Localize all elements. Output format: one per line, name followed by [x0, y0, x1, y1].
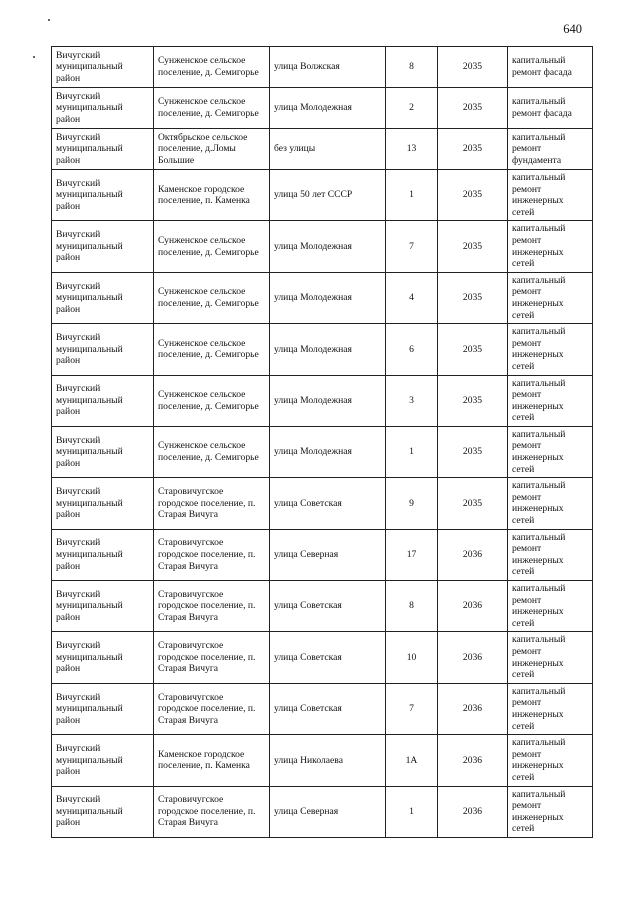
street-cell: улица Молодежная [270, 375, 386, 426]
house-cell: 8 [386, 581, 438, 632]
district-cell: Вичугский муниципальный район [52, 632, 154, 683]
settlement-cell: Сунженское сельское поселение, д. Семигорье [154, 88, 270, 129]
street-cell: улица Николаева [270, 735, 386, 786]
street-cell: улица Советская [270, 478, 386, 529]
scan-speck [48, 19, 50, 21]
year-cell: 2035 [438, 478, 508, 529]
district-cell: Вичугский муниципальный район [52, 529, 154, 580]
house-cell: 1 [386, 170, 438, 221]
settlement-cell: Октябрьское сельское поселение, д.Ломы Большие [154, 129, 270, 170]
street-cell: улица Советская [270, 683, 386, 734]
settlement-cell: Сунженское сельское поселение, д. Семигорье [154, 272, 270, 323]
work-cell: капитальный ремонт инженерных сетей [508, 170, 593, 221]
table-row [52, 478, 593, 529]
table-row [52, 735, 593, 786]
house-cell: 9 [386, 478, 438, 529]
settlement-cell: Сунженское сельское поселение, д. Семигорье [154, 47, 270, 88]
street-cell: без улицы [270, 129, 386, 170]
table-row [52, 581, 593, 632]
table-row [52, 426, 593, 477]
table-row [52, 683, 593, 734]
street-cell: улица Молодежная [270, 426, 386, 477]
work-cell: капитальный ремонт инженерных сетей [508, 632, 593, 683]
table-row [52, 170, 593, 221]
work-cell: капитальный ремонт фундамента [508, 129, 593, 170]
work-cell: капитальный ремонт инженерных сетей [508, 683, 593, 734]
table-row [52, 786, 593, 837]
work-cell: капитальный ремонт инженерных сетей [508, 786, 593, 837]
table-row [52, 88, 593, 129]
district-cell: Вичугский муниципальный район [52, 786, 154, 837]
year-cell: 2035 [438, 88, 508, 129]
work-cell: капитальный ремонт инженерных сетей [508, 272, 593, 323]
year-cell: 2035 [438, 324, 508, 375]
scan-speck [33, 56, 35, 58]
district-cell: Вичугский муниципальный район [52, 735, 154, 786]
work-cell: капитальный ремонт инженерных сетей [508, 581, 593, 632]
settlement-cell: Каменское городское поселение, п. Каменка [154, 170, 270, 221]
year-cell: 2035 [438, 272, 508, 323]
table-row [52, 272, 593, 323]
settlement-cell: Сунженское сельское поселение, д. Семигорье [154, 426, 270, 477]
house-cell: 10 [386, 632, 438, 683]
house-cell: 7 [386, 221, 438, 272]
year-cell: 2035 [438, 129, 508, 170]
year-cell: 2035 [438, 47, 508, 88]
work-cell: капитальный ремонт инженерных сетей [508, 221, 593, 272]
work-cell: капитальный ремонт инженерных сетей [508, 529, 593, 580]
house-cell: 1 [386, 426, 438, 477]
district-cell: Вичугский муниципальный район [52, 88, 154, 129]
table-row [52, 529, 593, 580]
street-cell: улица Молодежная [270, 324, 386, 375]
street-cell: улица Молодежная [270, 272, 386, 323]
work-cell: капитальный ремонт инженерных сетей [508, 735, 593, 786]
year-cell: 2035 [438, 426, 508, 477]
district-cell: Вичугский муниципальный район [52, 581, 154, 632]
district-cell: Вичугский муниципальный район [52, 683, 154, 734]
house-cell: 13 [386, 129, 438, 170]
settlement-cell: Старовичугское городское поселение, п. Старая Вичуга [154, 683, 270, 734]
settlement-cell: Старовичугское городское поселение, п. Старая Вичуга [154, 632, 270, 683]
settlement-cell: Старовичугское городское поселение, п. Старая Вичуга [154, 529, 270, 580]
district-cell: Вичугский муниципальный район [52, 47, 154, 88]
year-cell: 2036 [438, 632, 508, 683]
district-cell: Вичугский муниципальный район [52, 221, 154, 272]
house-cell: 6 [386, 324, 438, 375]
table-row [52, 47, 593, 88]
settlement-cell: Каменское городское поселение, п. Каменка [154, 735, 270, 786]
district-cell: Вичугский муниципальный район [52, 324, 154, 375]
year-cell: 2036 [438, 735, 508, 786]
settlement-cell: Старовичугское городское поселение, п. Старая Вичуга [154, 581, 270, 632]
table-body [52, 47, 593, 838]
settlement-cell: Сунженское сельское поселение, д. Семигорье [154, 324, 270, 375]
street-cell: улица Молодежная [270, 88, 386, 129]
settlement-cell: Старовичугское городское поселение, п. Старая Вичуга [154, 786, 270, 837]
work-cell: капитальный ремонт инженерных сетей [508, 426, 593, 477]
year-cell: 2035 [438, 221, 508, 272]
house-cell: 1 [386, 786, 438, 837]
street-cell: улица Северная [270, 529, 386, 580]
year-cell: 2036 [438, 786, 508, 837]
street-cell: улица 50 лет СССР [270, 170, 386, 221]
house-cell: 2 [386, 88, 438, 129]
table-row [52, 375, 593, 426]
street-cell: улица Советская [270, 581, 386, 632]
district-cell: Вичугский муниципальный район [52, 426, 154, 477]
house-cell: 17 [386, 529, 438, 580]
house-cell: 3 [386, 375, 438, 426]
house-cell: 7 [386, 683, 438, 734]
settlement-cell: Старовичугское городское поселение, п. Старая Вичуга [154, 478, 270, 529]
district-cell: Вичугский муниципальный район [52, 272, 154, 323]
year-cell: 2036 [438, 529, 508, 580]
year-cell: 2036 [438, 581, 508, 632]
street-cell: улица Северная [270, 786, 386, 837]
district-cell: Вичугский муниципальный район [52, 129, 154, 170]
year-cell: 2035 [438, 170, 508, 221]
work-cell: капитальный ремонт фасада [508, 47, 593, 88]
street-cell: улица Волжская [270, 47, 386, 88]
district-cell: Вичугский муниципальный район [52, 170, 154, 221]
repair-schedule-table [51, 46, 593, 838]
work-cell: капитальный ремонт инженерных сетей [508, 478, 593, 529]
work-cell: капитальный ремонт инженерных сетей [508, 375, 593, 426]
year-cell: 2036 [438, 683, 508, 734]
district-cell: Вичугский муниципальный район [52, 375, 154, 426]
district-cell: Вичугский муниципальный район [52, 478, 154, 529]
table-row [52, 221, 593, 272]
street-cell: улица Советская [270, 632, 386, 683]
year-cell: 2035 [438, 375, 508, 426]
table-row [52, 324, 593, 375]
table-row [52, 129, 593, 170]
work-cell: капитальный ремонт фасада [508, 88, 593, 129]
work-cell: капитальный ремонт инженерных сетей [508, 324, 593, 375]
settlement-cell: Сунженское сельское поселение, д. Семигорье [154, 221, 270, 272]
table-row [52, 632, 593, 683]
page-number: 640 [563, 22, 582, 36]
house-cell: 8 [386, 47, 438, 88]
street-cell: улица Молодежная [270, 221, 386, 272]
house-cell: 1А [386, 735, 438, 786]
settlement-cell: Сунженское сельское поселение, д. Семигорье [154, 375, 270, 426]
house-cell: 4 [386, 272, 438, 323]
